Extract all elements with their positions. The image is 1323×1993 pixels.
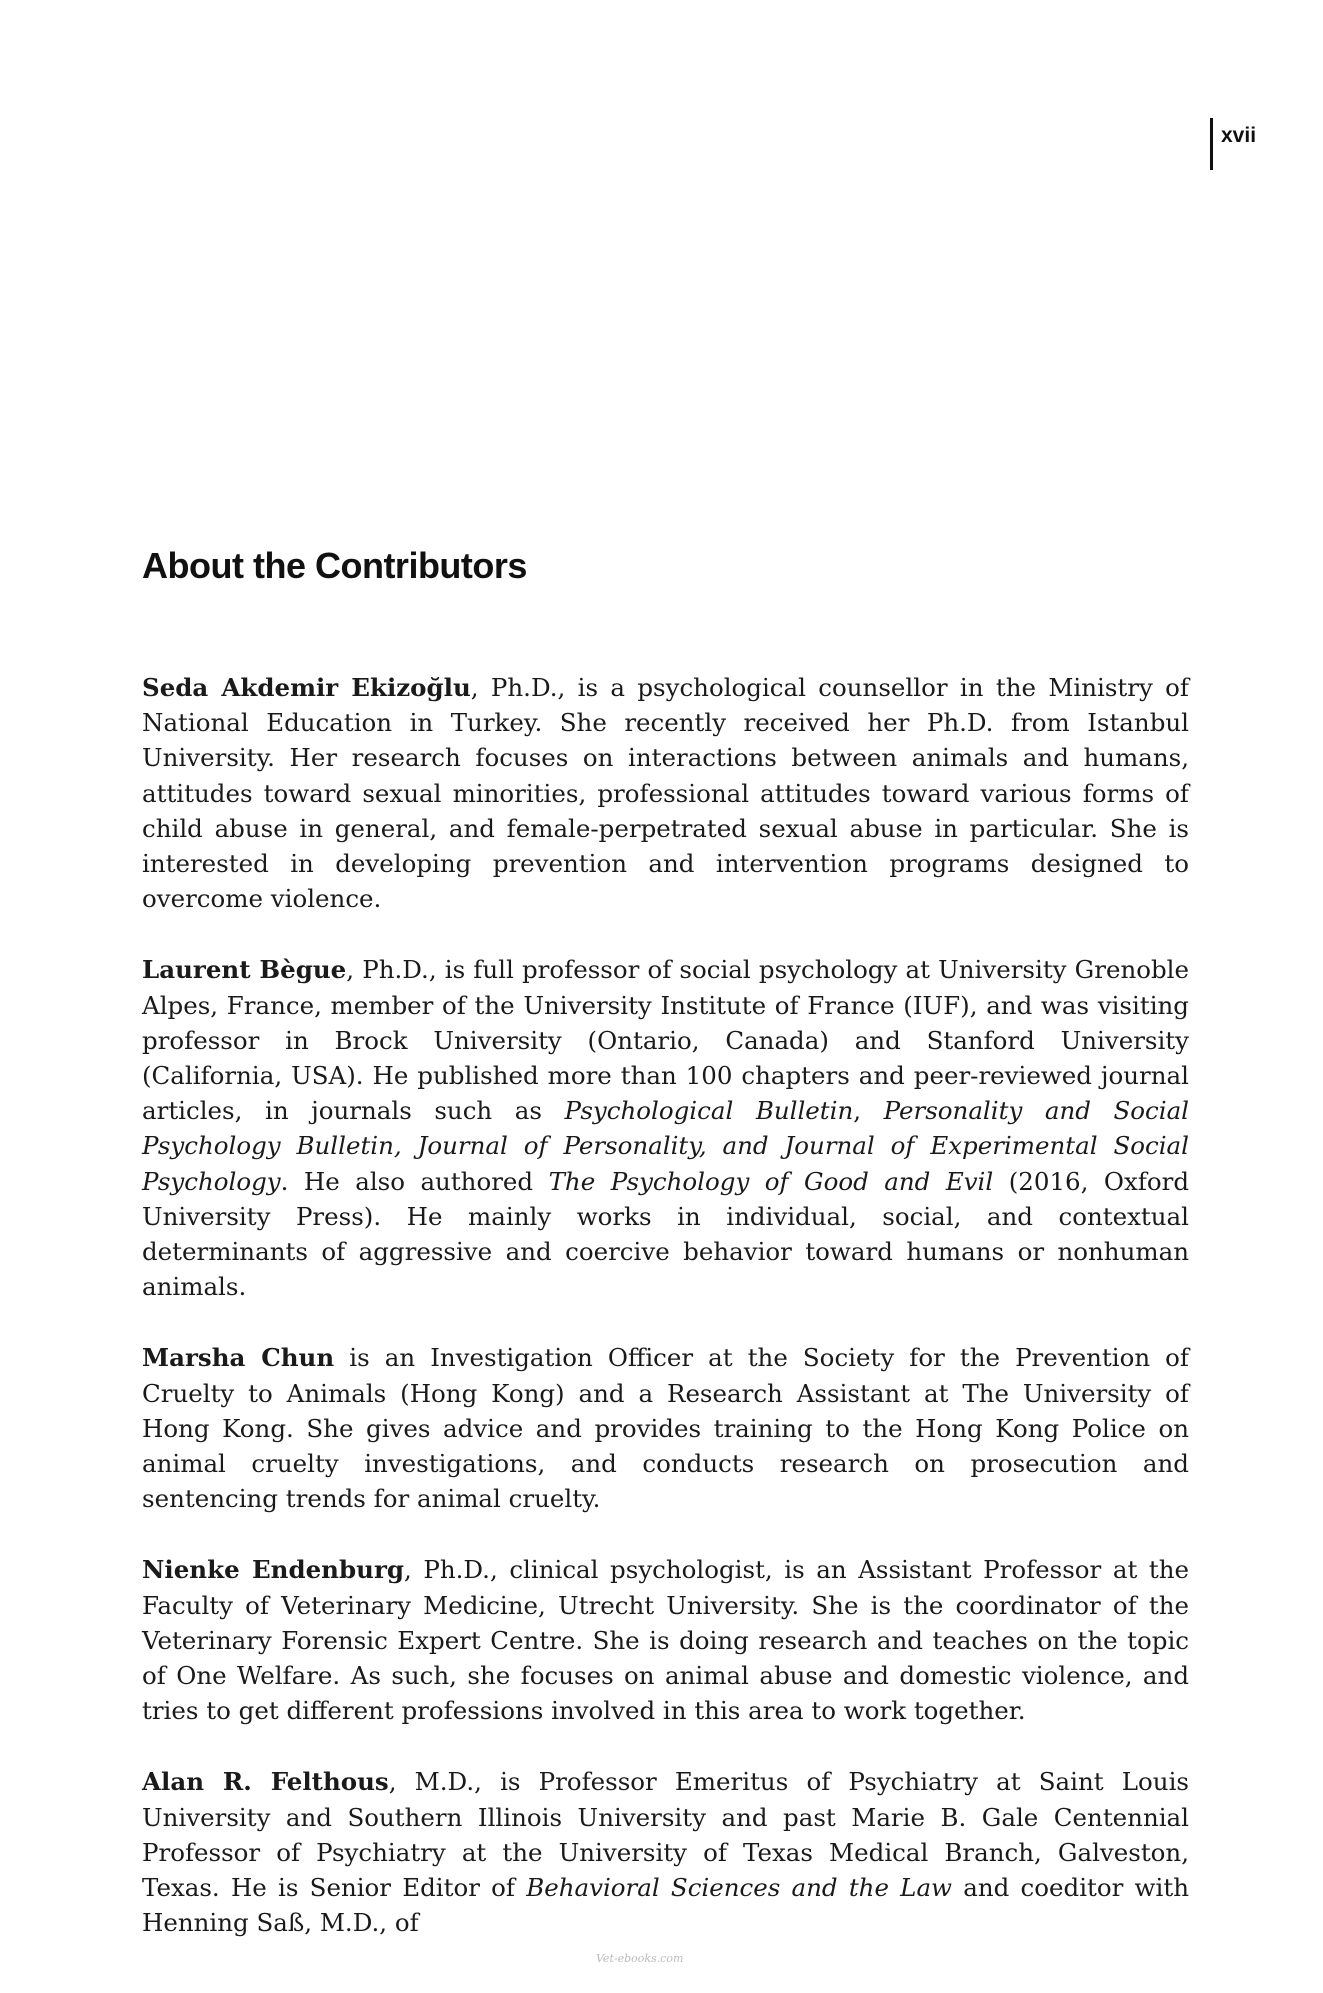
contributor-name: Marsha Chun xyxy=(142,1343,335,1373)
contributor-name: Laurent Bègue xyxy=(142,955,347,985)
contributor-bio xyxy=(142,952,1189,1304)
italic-title: Psychological Bulletin xyxy=(564,1096,854,1126)
italic-title: Personality and Social Psychology Bulletin, Journal of Personality, and Journal of Experimental Social Psychology xyxy=(142,1096,1190,1196)
bio-text: is an Investigation Officer at the Society for the Prevention of Cruelty to Animals (Hong Kong) and a Research Assistant at The University of Hong Kong. She gives advice and provides training to the Hong Kong Police on animal cruelty investigations, and conducts research on prosecution and sentencing trends for animal cruelty. xyxy=(142,1343,1189,1514)
bio-text: , Ph.D., is full professor of social psychology at University Grenoble Alpes, France, member of the University Institute of France (IUF), and was visiting professor in Brock University (Ontario, Canada) and Stanford University (California, USA). He published more than 100 chapters and peer-reviewed journal articles, in journals such as xyxy=(142,955,1189,1126)
bio-text: , xyxy=(853,1096,884,1126)
bio-text: , Ph.D., is a psychological counsellor in the Ministry of National Education in Turkey. She recently received her Ph.D. from Istanbul University. Her research focuses on interactions between animals and humans, attitudes toward sexual minorities, professional attitudes toward various forms of child abuse in general, and female-perpetrated sexual abuse in particular. She is interested in developing prevention and intervention programs designed to overcome violence. xyxy=(142,673,1189,914)
italic-title: Behavioral Sciences and the Law xyxy=(526,1873,953,1903)
bio-text: , M.D., is Professor Emeritus of Psychiatry at Saint Louis University and Southern Illinois University and past Marie B. Gale Centennial Professor of Psychiatry at the University of Texas Medical Branch, Galveston, Texas. He is Senior Editor of xyxy=(142,1767,1189,1903)
italic-title: The Psychology of Good and Evil xyxy=(548,1166,994,1196)
bio-text: (2016, Oxford University Press). He mainly works in individual, social, and contextual determinants of aggressive and coercive behavior toward humans or nonhuman animals. xyxy=(142,1166,1189,1302)
contributor-bio xyxy=(142,1552,1189,1728)
bio-text: . He also authored xyxy=(280,1166,549,1196)
section-heading: About the Contributors xyxy=(142,545,527,586)
page-number-marker xyxy=(1210,118,1257,170)
contributor-list xyxy=(142,670,1189,1977)
bio-text: and coeditor with Henning Saß, M.D., of xyxy=(142,1873,1189,1938)
contributor-name: Alan R. Felthous xyxy=(142,1767,389,1797)
contributor-name: Nienke Endenburg xyxy=(142,1555,404,1585)
page-number: xvii xyxy=(1221,124,1257,147)
contributor-bio xyxy=(142,670,1189,916)
contributor-name: Seda Akdemir Ekizoğlu xyxy=(142,673,471,702)
contributor-bio xyxy=(142,1340,1189,1516)
contributor-bio xyxy=(142,1764,1189,1940)
watermark-logo: Vet-ebooks.com xyxy=(596,1952,684,1965)
bio-text: , Ph.D., clinical psychologist, is an Assistant Professor at the Faculty of Veterinary Medicine, Utrecht University. She is the coordinator of the Veterinary Forensic Expert Centre. She is doing research and teaches on the topic of One Welfare. As such, she focuses on animal abuse and domestic violence, and tries to get different professions involved in this area to work together. xyxy=(142,1555,1189,1726)
